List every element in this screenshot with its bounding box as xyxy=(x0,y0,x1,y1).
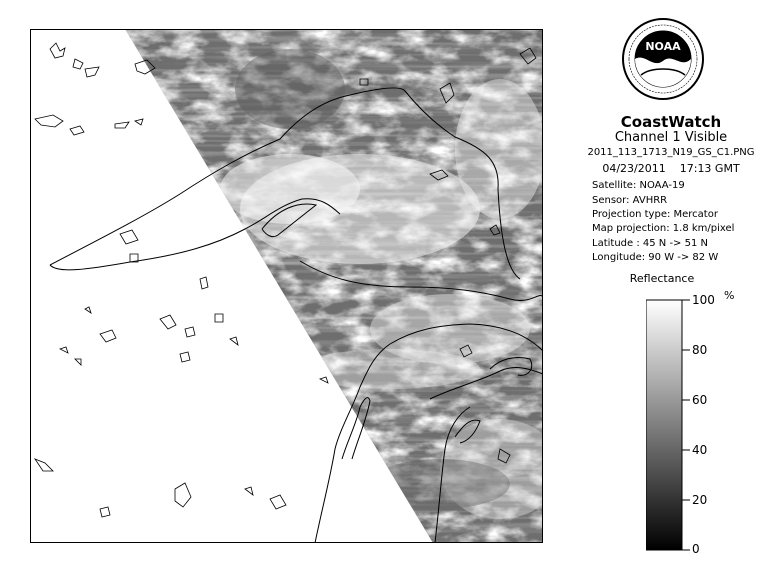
filename-label: 2011_113_1713_N19_GS_C1.PNG xyxy=(587,147,755,158)
colorbar-tick: 20 xyxy=(692,493,708,507)
colorbar-title: Reflectance xyxy=(629,272,695,285)
colorbar-tick: 80 xyxy=(692,343,708,357)
satellite-map xyxy=(30,29,543,543)
metadata-satellite: Satellite: NOAA-19 xyxy=(592,180,685,191)
time-label: 17:13 GMT xyxy=(679,162,740,175)
metadata-map-projection: Map projection: 1.8 km/pixel xyxy=(592,223,735,234)
logo-text: NOAA xyxy=(645,40,681,53)
satellite-swath xyxy=(30,29,543,543)
metadata-longitude: Longitude: 90 W -> 82 W xyxy=(592,252,719,263)
colorbar-tick: 60 xyxy=(692,393,708,407)
metadata-latitude: Latitude : 45 N -> 51 N xyxy=(592,238,708,249)
metadata-projection-type: Projection type: Mercator xyxy=(592,209,718,220)
colorbar-tick: 0 xyxy=(692,542,700,556)
date-label: 04/23/2011 xyxy=(602,162,666,175)
colorbar-tick: 40 xyxy=(692,443,708,457)
app-title: CoastWatch xyxy=(620,113,722,131)
colorbar-tick: 100 xyxy=(692,293,715,307)
metadata-sensor: Sensor: AVHRR xyxy=(592,195,668,206)
datetime-label xyxy=(562,162,780,175)
colorbar xyxy=(646,295,746,555)
channel-subtitle: Channel 1 Visible xyxy=(614,130,728,145)
colorbar-unit: % xyxy=(724,289,735,302)
noaa-logo xyxy=(621,17,705,101)
